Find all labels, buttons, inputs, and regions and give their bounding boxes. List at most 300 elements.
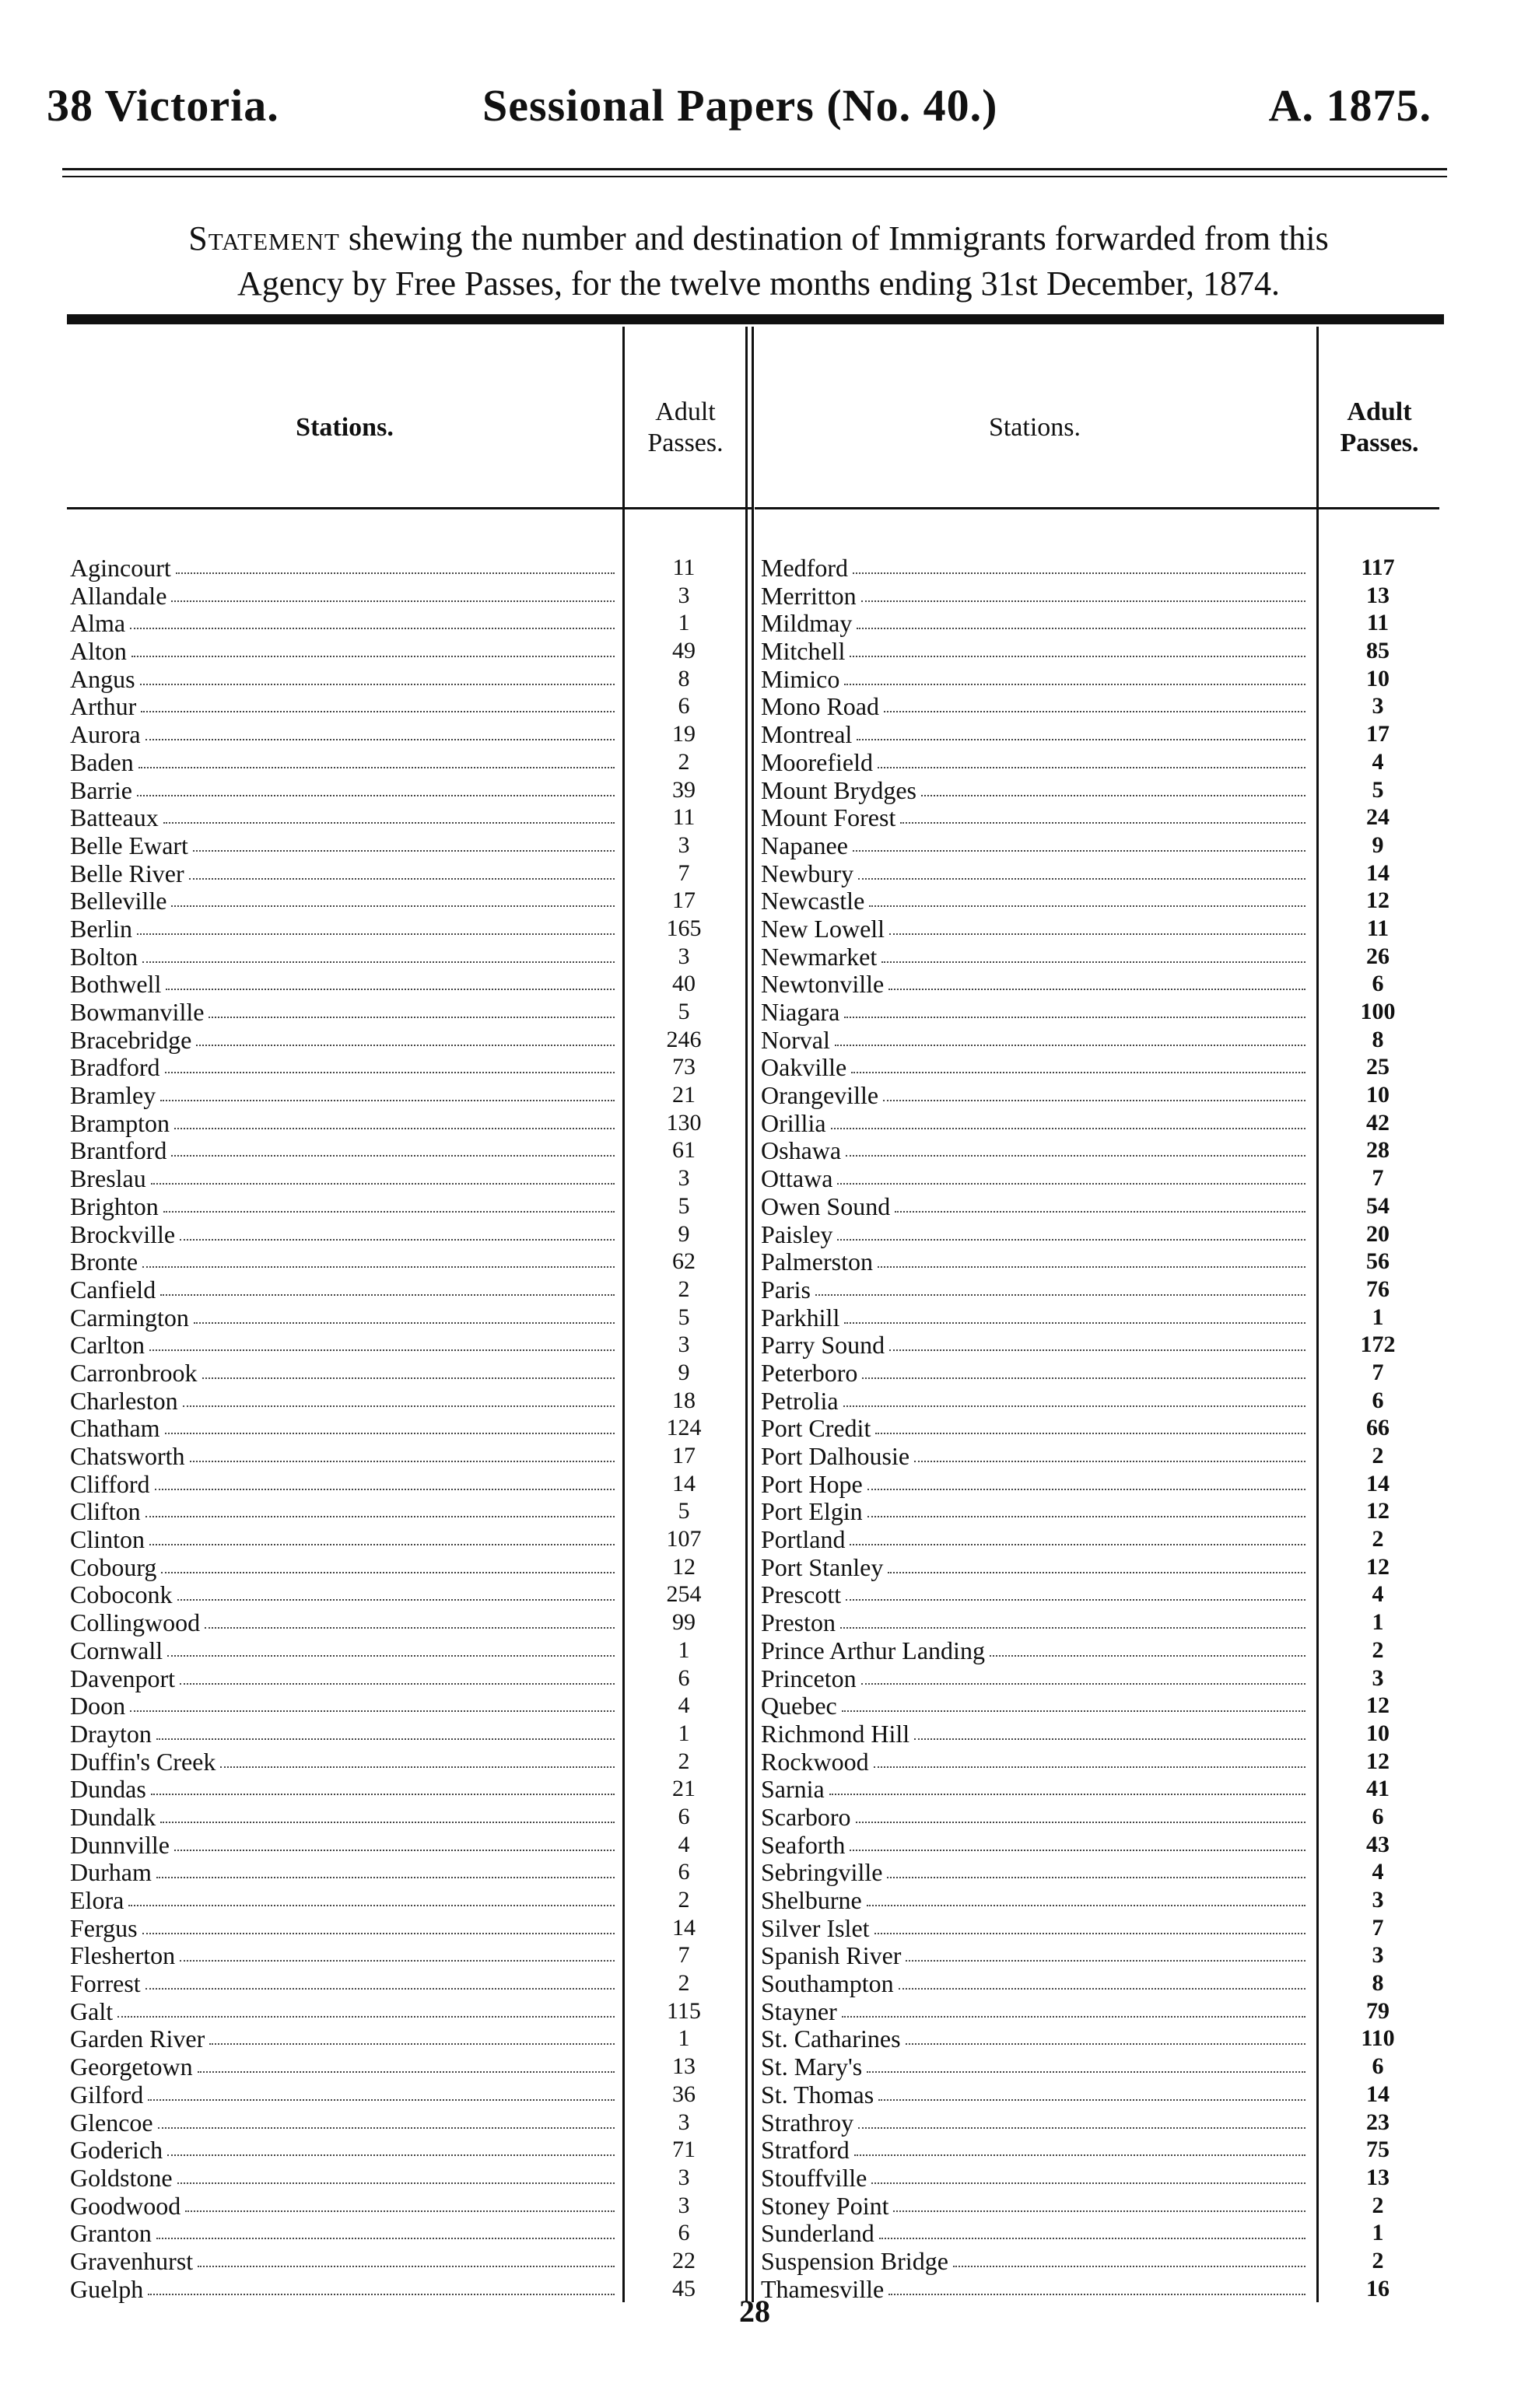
leader-dots (878, 1266, 1305, 1268)
station-name: Collingwood (70, 1608, 201, 1637)
table-row (761, 1053, 1446, 1081)
station-name: Merritton (761, 581, 857, 610)
leader-dots (180, 1960, 615, 1962)
station-name: Clifford (70, 1469, 150, 1498)
leader-dots (137, 795, 615, 796)
leader-dots (862, 1377, 1305, 1379)
station-name: Cobourg (70, 1552, 157, 1581)
leader-dots (156, 1738, 615, 1740)
station-name: Stratford (761, 2136, 850, 2165)
adult-passes-value: 23 (1366, 2109, 1390, 2135)
leader-dots (117, 2016, 615, 2018)
table-row (70, 1304, 747, 1332)
station-name: Bowmanville (70, 998, 205, 1026)
leader-dots (851, 1072, 1305, 1073)
adult-passes-value: 3 (1372, 693, 1384, 719)
table-row (70, 1553, 747, 1581)
leader-dots (137, 933, 615, 935)
leader-dots (189, 878, 615, 880)
adult-passes-value: 18 (672, 1387, 696, 1413)
adult-passes-value: 9 (678, 1359, 690, 1385)
station-name: Paisley (761, 1220, 833, 1248)
table-row (761, 1914, 1446, 1942)
adult-passes-value: 8 (678, 665, 690, 691)
caption-lead: Statement (188, 219, 340, 257)
adult-passes-value: 7 (1372, 1914, 1384, 1941)
leader-dots (831, 1128, 1305, 1129)
adult-passes-value: 1 (678, 610, 690, 636)
leader-dots (131, 656, 615, 657)
station-name: Batteaux (70, 803, 159, 832)
adult-passes-value: 165 (666, 915, 702, 941)
station-name: Forrest (70, 1969, 141, 1998)
adult-passes-value: 4 (1372, 1581, 1384, 1608)
leader-dots (846, 1599, 1305, 1601)
leader-dots (171, 600, 615, 602)
table-row (761, 1858, 1446, 1886)
adult-passes-value: 49 (672, 638, 696, 664)
adult-passes-value: 3 (1372, 1887, 1384, 1913)
adult-passes-value: 43 (1366, 1831, 1390, 1857)
table-row (70, 665, 747, 693)
leader-dots (889, 1349, 1305, 1351)
table-row (761, 1969, 1446, 1997)
adult-passes-value: 4 (678, 1831, 690, 1857)
table-row (761, 1442, 1446, 1470)
leader-dots (163, 1211, 615, 1213)
leader-dots (205, 1627, 615, 1629)
table-row (70, 609, 747, 637)
table-row (70, 1414, 747, 1442)
adult-passes-value: 13 (1366, 2164, 1390, 2190)
station-name: Alton (70, 637, 127, 666)
leader-dots (174, 1128, 615, 1129)
station-name: Richmond Hill (761, 1719, 910, 1748)
header-bottom-rule-right (755, 507, 1439, 509)
station-name: Newtonville (761, 970, 885, 999)
leader-dots (209, 2043, 615, 2045)
station-name: St. Mary's (761, 2053, 863, 2081)
leader-dots (142, 961, 615, 963)
adult-passes-value: 16 (1366, 2275, 1390, 2301)
station-name: Parkhill (761, 1303, 840, 1332)
leader-dots (142, 1266, 615, 1268)
leader-dots (867, 1516, 1305, 1517)
leader-dots (198, 2071, 615, 2073)
adult-passes-value: 3 (678, 1332, 690, 1358)
table-row (70, 1580, 747, 1608)
adult-passes-value: 21 (672, 1082, 696, 1108)
adult-passes-value: 12 (1366, 1748, 1390, 1774)
table-row (70, 2247, 747, 2275)
station-name: Belleville (70, 887, 167, 915)
table-row (70, 831, 747, 859)
station-name: Petrolia (761, 1386, 839, 1415)
leader-dots (888, 2294, 1305, 2295)
table-row (70, 1692, 747, 1720)
leader-dots (853, 572, 1305, 574)
table-row (761, 2192, 1446, 2220)
running-header (47, 79, 1447, 142)
station-name: Angus (70, 664, 135, 693)
table-row (761, 1941, 1446, 1969)
leader-dots (867, 2071, 1305, 2073)
header-title: Sessional Papers (No. 40.) (482, 80, 998, 131)
leader-dots (165, 1433, 615, 1434)
leader-dots (193, 850, 615, 852)
leader-dots (888, 989, 1305, 990)
station-name: Prince Arthur Landing (761, 1636, 985, 1664)
table-row (70, 1331, 747, 1359)
table-row (761, 554, 1446, 582)
leader-dots (906, 1960, 1305, 1962)
station-name: Dundalk (70, 1802, 156, 1831)
adult-passes-value: 4 (1372, 748, 1384, 775)
leader-dots (843, 1405, 1305, 1407)
adult-passes-value: 3 (1372, 1942, 1384, 1969)
station-name: Orangeville (761, 1081, 879, 1110)
station-name: Goodwood (70, 2191, 181, 2220)
leader-dots (209, 1017, 615, 1018)
adult-passes-value: 45 (672, 2275, 696, 2301)
station-name: Port Elgin (761, 1497, 863, 1526)
leader-dots (878, 767, 1305, 768)
adult-passes-value: 11 (1366, 915, 1390, 941)
leader-dots (878, 2099, 1305, 2101)
adult-passes-value: 11 (672, 804, 696, 831)
station-name: Goldstone (70, 2163, 173, 2192)
station-name: Glencoe (70, 2108, 153, 2137)
station-name: Ottawa (761, 1164, 833, 1193)
station-name: Oakville (761, 1053, 847, 1082)
station-name: Port Hope (761, 1469, 863, 1498)
leader-dots (884, 711, 1305, 712)
leader-dots (160, 1100, 615, 1101)
adult-passes-value: 2 (1372, 1636, 1384, 1663)
table-row (70, 1081, 747, 1109)
station-name: Galt (70, 1997, 114, 2025)
adult-passes-value: 115 (667, 1997, 701, 2024)
adult-passes-value: 110 (1361, 2025, 1395, 2052)
station-name: Peterboro (761, 1358, 858, 1387)
leader-dots (145, 1516, 615, 1517)
adult-passes-value: 5 (1372, 776, 1384, 803)
adult-passes-value: 4 (1372, 1859, 1384, 1885)
adult-passes-value: 3 (1372, 1664, 1384, 1691)
adult-passes-value: 75 (1366, 2137, 1390, 2163)
center-divider-b (752, 327, 754, 2302)
table-row (761, 1831, 1446, 1859)
station-name: Medford (761, 554, 848, 582)
right-passes-header (1319, 397, 1439, 459)
station-name: St. Catharines (761, 2025, 901, 2053)
adult-passes-value: 7 (678, 1942, 690, 1969)
station-name: Port Stanley (761, 1552, 884, 1581)
table-row (761, 1470, 1446, 1498)
leader-dots (856, 1822, 1305, 1823)
adult-passes-value: 124 (666, 1415, 702, 1441)
station-name: Port Credit (761, 1414, 871, 1443)
table-row (70, 2164, 747, 2192)
table-row (70, 1608, 747, 1636)
leader-dots (145, 1988, 615, 1990)
adult-passes-value: 12 (1366, 1498, 1390, 1524)
adult-passes-value: 71 (672, 2137, 696, 2163)
adult-passes-value: 56 (1366, 1248, 1390, 1275)
station-name: Stouffville (761, 2163, 867, 2192)
leader-dots (171, 1155, 615, 1157)
table-row (70, 1220, 747, 1248)
station-name: Georgetown (70, 2053, 193, 2081)
table-row (761, 2081, 1446, 2109)
adult-passes-value: 2 (678, 1276, 690, 1302)
station-name: Belle Ewart (70, 831, 188, 859)
station-name: Mount Forest (761, 803, 896, 832)
table-row (70, 1720, 747, 1748)
adult-passes-value: 7 (1372, 1359, 1384, 1385)
station-name: Mount Brydges (761, 775, 916, 804)
adult-passes-value: 6 (1372, 971, 1384, 997)
table-row (70, 803, 747, 831)
station-name: Princeton (761, 1664, 857, 1692)
leader-dots (176, 572, 615, 574)
adult-passes-value: 61 (672, 1137, 696, 1164)
adult-passes-value: 12 (1366, 1692, 1390, 1719)
table-row (761, 1414, 1446, 1442)
leader-dots (166, 989, 615, 990)
station-name: Dunnville (70, 1830, 170, 1859)
leader-dots (867, 1489, 1305, 1490)
station-name: Coboconk (70, 1580, 173, 1609)
station-name: Moorefield (761, 747, 873, 776)
adult-passes-value: 79 (1366, 1997, 1390, 2024)
page-number: 28 (739, 2294, 770, 2329)
adult-passes-value: 254 (666, 1581, 702, 1608)
leader-dots (156, 1877, 615, 1878)
station-name: Doon (70, 1692, 126, 1720)
leader-dots (895, 1211, 1305, 1213)
leader-dots (161, 1572, 615, 1573)
adult-passes-value: 14 (672, 1470, 696, 1496)
table-row (761, 831, 1446, 859)
station-name: Drayton (70, 1719, 152, 1748)
leader-dots (165, 1072, 615, 1073)
station-name: Portland (761, 1525, 846, 1554)
adult-passes-value: 17 (1366, 721, 1390, 747)
station-name: Mitchell (761, 637, 846, 666)
adult-passes-value: 6 (678, 2220, 690, 2246)
leader-dots (149, 1544, 615, 1545)
table-row (70, 2109, 747, 2137)
table-row (761, 1608, 1446, 1636)
table-row (761, 1748, 1446, 1776)
adult-passes-value: 10 (1366, 1720, 1390, 1746)
adult-passes-value: 7 (678, 859, 690, 886)
adult-passes-value: 40 (672, 971, 696, 997)
adult-passes-value: 5 (678, 1304, 690, 1330)
table-row (70, 1636, 747, 1664)
adult-passes-value: 6 (1372, 1803, 1384, 1829)
leader-dots (953, 2266, 1305, 2267)
adult-passes-value: 2 (1372, 1443, 1384, 1468)
leader-dots (861, 1683, 1305, 1685)
leader-dots (914, 1738, 1305, 1740)
adult-passes-value: 2 (1372, 1526, 1384, 1552)
adult-passes-value: 26 (1366, 943, 1390, 969)
adult-passes-value: 14 (1366, 1470, 1390, 1496)
caption-line1: shewing the number and destination of Immigrants forwarded from this (339, 219, 1329, 257)
table-row (70, 637, 747, 665)
table-row (70, 1803, 747, 1831)
leader-dots (130, 1710, 615, 1712)
station-name: Parry Sound (761, 1331, 885, 1360)
table-row (761, 1026, 1446, 1054)
header-rule (62, 168, 1447, 170)
adult-passes-value: 12 (672, 1553, 696, 1580)
station-name: Goderich (70, 2136, 163, 2165)
station-name: Stayner (761, 1997, 837, 2025)
table-row (70, 1664, 747, 1692)
leader-dots (194, 1322, 615, 1324)
table-row (70, 2219, 747, 2247)
station-name: New Lowell (761, 914, 885, 943)
right-station-list (761, 554, 1446, 2302)
leader-dots (883, 1100, 1305, 1101)
table-row (70, 1775, 747, 1803)
station-name: Bradford (70, 1053, 160, 1082)
station-name: Paris (761, 1275, 811, 1304)
adult-passes-value: 107 (666, 1526, 702, 1552)
station-name: Southampton (761, 1969, 894, 1998)
leader-dots (185, 2210, 615, 2212)
table-row (70, 998, 747, 1026)
table-row (761, 1192, 1446, 1220)
adult-passes-value: 10 (1366, 1082, 1390, 1108)
adult-passes-value: 2 (1372, 2192, 1384, 2218)
adult-passes-value: 130 (666, 1109, 702, 1136)
leader-dots (844, 1322, 1305, 1324)
station-name: Guelph (70, 2274, 144, 2303)
adult-passes-value: 12 (1366, 1553, 1390, 1580)
leader-dots (142, 1933, 615, 1934)
adult-passes-value: 39 (672, 776, 696, 803)
table-row (761, 2164, 1446, 2192)
adult-passes-value: 54 (1366, 1192, 1390, 1219)
leader-dots (871, 2182, 1305, 2184)
table-row (70, 2136, 747, 2164)
station-name: Norval (761, 1025, 830, 1054)
station-name: Granton (70, 2219, 152, 2248)
table-row (761, 1553, 1446, 1581)
leader-dots (148, 2294, 615, 2295)
adult-passes-value: 117 (1361, 555, 1395, 580)
leader-dots (837, 1183, 1305, 1185)
leader-dots (160, 1294, 615, 1296)
table-row (761, 1109, 1446, 1137)
table-row (70, 1136, 747, 1164)
station-name: Strathroy (761, 2108, 854, 2137)
adult-passes-value: 100 (1360, 999, 1396, 1024)
table-row (70, 1997, 747, 2025)
leader-dots (850, 1544, 1305, 1545)
adult-passes-value: 3 (678, 2109, 690, 2135)
table-row (761, 692, 1446, 720)
station-name: Fergus (70, 1913, 138, 1942)
station-name: Breslau (70, 1164, 146, 1193)
leader-dots (846, 1155, 1305, 1157)
table-row (761, 1276, 1446, 1304)
leader-dots (869, 905, 1305, 907)
leader-dots (140, 684, 615, 685)
leader-dots (875, 1433, 1305, 1434)
leader-dots (174, 1850, 615, 1851)
table-row (761, 1997, 1446, 2025)
adult-passes-value: 3 (678, 943, 690, 969)
table-row (761, 665, 1446, 693)
adult-passes-value: 36 (672, 2081, 696, 2107)
right-passes-label: Passes. (1340, 429, 1419, 457)
station-name: Brampton (70, 1108, 170, 1137)
leader-dots (844, 684, 1305, 685)
adult-passes-value: 14 (1366, 2081, 1390, 2107)
table-row (761, 1692, 1446, 1720)
table-row (761, 1248, 1446, 1276)
leader-dots (151, 1183, 615, 1185)
station-name: Oshawa (761, 1136, 842, 1165)
table-row (761, 2053, 1446, 2081)
table-top-rule (67, 314, 1444, 324)
adult-passes-value: 3 (678, 582, 690, 608)
adult-passes-value: 1 (1372, 2220, 1384, 2246)
leader-dots (155, 1489, 615, 1490)
station-name: Mildmay (761, 609, 853, 638)
leader-dots (177, 1599, 615, 1601)
table-row (761, 1664, 1446, 1692)
leader-dots (180, 1683, 615, 1685)
table-row (761, 2136, 1446, 2164)
leader-dots (158, 2127, 615, 2129)
leader-dots (858, 878, 1305, 880)
table-row (761, 637, 1446, 665)
station-name: Carmington (70, 1303, 189, 1332)
station-name: Port Dalhousie (761, 1442, 910, 1470)
adult-passes-value: 6 (678, 1664, 690, 1691)
leader-dots (149, 1349, 615, 1351)
table-row (70, 1053, 747, 1081)
station-name: Flesherton (70, 1941, 176, 1970)
adult-passes-value: 2 (678, 748, 690, 775)
station-name: Quebec (761, 1692, 837, 1720)
table-row (70, 2275, 747, 2303)
adult-passes-value: 22 (672, 2247, 696, 2273)
station-name: Spanish River (761, 1941, 902, 1970)
station-name: Gilford (70, 2080, 144, 2109)
table-row (70, 915, 747, 943)
table-row (70, 2053, 747, 2081)
station-name: Sebringville (761, 1858, 883, 1887)
table-row (70, 1497, 747, 1525)
adult-passes-value: 1 (678, 2025, 690, 2052)
table-row (761, 859, 1446, 887)
leader-dots (220, 1766, 615, 1768)
adult-passes-value: 2 (1372, 2247, 1384, 2273)
adult-passes-value: 3 (678, 2192, 690, 2218)
adult-passes-value: 3 (678, 831, 690, 858)
station-name: Napanee (761, 831, 848, 859)
leader-dots (867, 1905, 1305, 1906)
leader-dots (167, 2154, 615, 2156)
right-stations-header: Stations. (988, 413, 1081, 442)
